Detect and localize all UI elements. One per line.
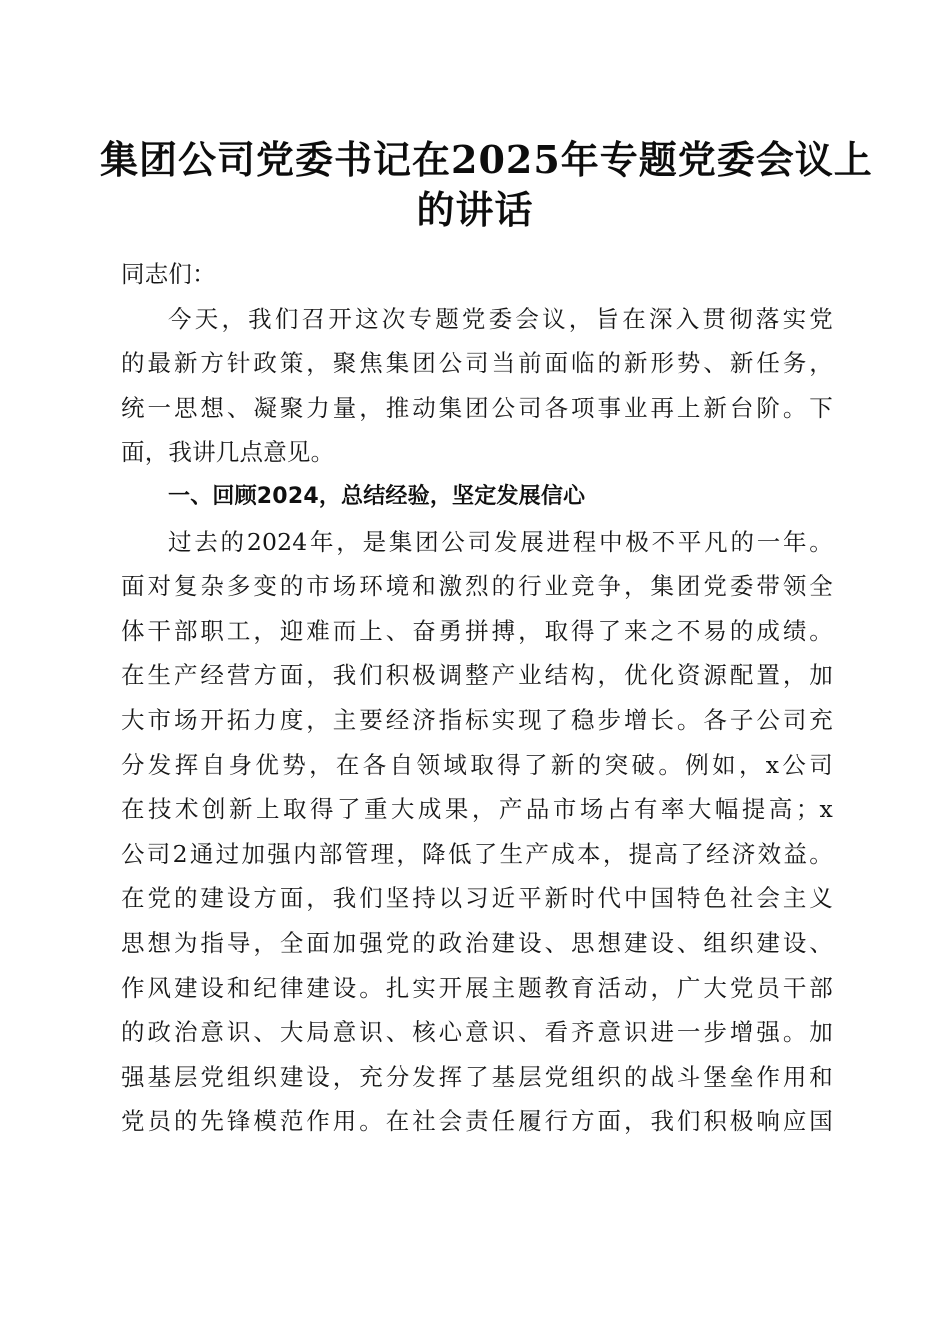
paragraph-2-line-11: 作风建设和纪律建设。扎实开展主题教育活动，广大党员干部: [121, 973, 833, 1002]
paragraph-2-line-10: 思想为指导，全面加强党的政治建设、思想建设、组织建设、: [121, 928, 833, 957]
paragraph-2-line-7: 在技术创新上取得了重大成果，产品市场占有率大幅提高；x: [121, 795, 833, 824]
paragraph-2-line-3: 体干部职工，迎难而上、奋勇拼搏，取得了来之不易的成绩。: [121, 616, 833, 645]
paragraph-2-line-12: 的政治意识、大局意识、核心意识、看齐意识进一步增强。加: [121, 1018, 833, 1047]
paragraph-2-line-1: 过去的2024年，是集团公司发展进程中极不平凡的一年。: [168, 527, 833, 556]
paragraph-1-line-2: 的最新方针政策，聚焦集团公司当前面临的新形势、新任务，: [121, 349, 833, 378]
paragraph-2-line-13: 强基层党组织建设，充分发挥了基层党组织的战斗堡垒作用和: [121, 1062, 833, 1091]
paragraph-2-line-9: 在党的建设方面，我们坚持以习近平新时代中国特色社会主义: [121, 884, 833, 913]
document-title: [100, 135, 873, 235]
section-heading-1: 一、回顾2024，总结经验，坚定发展信心: [168, 483, 586, 509]
title-line-1: 集团公司党委书记在2025年专题党委会议上: [100, 137, 873, 182]
paragraph-2-line-2: 面对复杂多变的市场环境和激烈的行业竞争，集团党委带领全: [121, 572, 833, 601]
paragraph-2-line-5: 大市场开拓力度，主要经济指标实现了稳步增长。各子公司充: [121, 705, 833, 734]
paragraph-2-line-4: 在生产经营方面，我们积极调整产业结构，优化资源配置，加: [121, 661, 833, 690]
paragraph-2-line-6: 分发挥自身优势，在各自领域取得了新的突破。例如，x公司: [121, 750, 833, 779]
paragraph-1-line-4: 面，我讲几点意见。: [121, 438, 335, 467]
document-body: [121, 252, 833, 1144]
paragraph-2-line-8: 公司2通过加强内部管理，降低了生产成本，提高了经济效益。: [121, 839, 833, 868]
paragraph-2-line-14: 党员的先锋模范作用。在社会责任履行方面，我们积极响应国: [121, 1107, 833, 1136]
paragraph-1-line-3: 统一思想、凝聚力量，推动集团公司各项事业再上新台阶。下: [121, 393, 833, 422]
paragraph-1-line-1: 今天，我们召开这次专题党委会议，旨在深入贯彻落实党: [168, 304, 833, 333]
salutation: 同志们：: [121, 260, 216, 288]
title-line-2: 的讲话: [416, 187, 534, 232]
